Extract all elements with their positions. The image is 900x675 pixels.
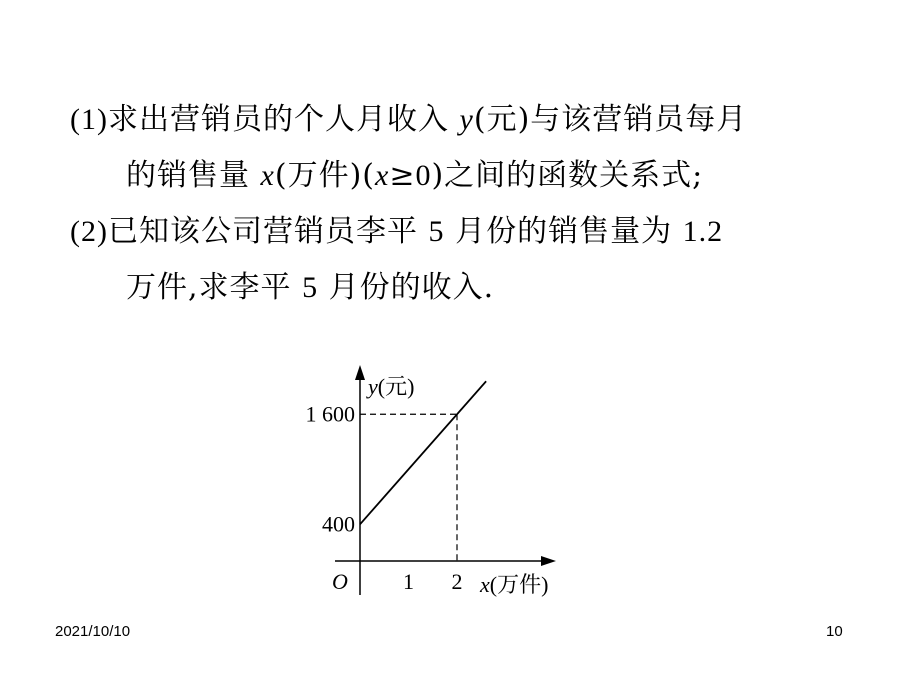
question-text: 求出营销员的个人月收入 xyxy=(107,102,460,137)
y-axis-arrow xyxy=(355,365,365,380)
number: 5 xyxy=(428,215,445,248)
part-1-number: (1) xyxy=(70,103,108,136)
x-tick-label-2: 2 xyxy=(451,569,463,594)
question-text: (万件)( xyxy=(274,158,375,193)
question-text: )之间的函数关系式; xyxy=(431,158,704,193)
part-2-number: (2) xyxy=(70,215,108,248)
number: 5 xyxy=(302,271,319,304)
x-axis-var: x xyxy=(480,572,490,597)
x-axis-label xyxy=(479,572,548,597)
sales-value: 1.2 xyxy=(682,215,724,248)
variable-x: x xyxy=(375,159,390,192)
x-axis-unit: (万件) xyxy=(489,572,549,597)
x-tick-label-1: 1 xyxy=(403,569,414,594)
page-number: 10 xyxy=(826,623,843,640)
geq-sign: ≥ xyxy=(389,158,416,193)
question-text: 月份的销售量为 xyxy=(444,214,683,249)
x-axis-arrow xyxy=(541,556,556,566)
variable-x: x xyxy=(260,159,275,192)
function-graph xyxy=(290,360,600,610)
question-text: 已知该公司营销员李平 xyxy=(107,214,429,249)
question-line-3 xyxy=(70,206,723,258)
zero: 0 xyxy=(415,159,432,192)
question-line-2 xyxy=(126,150,703,202)
question-line-4 xyxy=(126,262,494,314)
origin-label: O xyxy=(332,569,348,594)
y-axis-var: y xyxy=(368,374,378,399)
question-text: 的销售量 xyxy=(126,158,261,193)
y-tick-label-1600: 1 600 xyxy=(305,401,355,427)
question-text: (元)与该营销员每月 xyxy=(473,102,748,137)
footer-date: 2021/10/10 xyxy=(55,623,131,640)
y-axis-unit: (元) xyxy=(377,374,415,399)
question-line-1 xyxy=(70,94,747,146)
question-text: 万件,求李平 xyxy=(126,270,303,305)
variable-y: y xyxy=(459,103,474,136)
function-line xyxy=(360,381,486,524)
question-text: 月份的收入. xyxy=(318,270,495,305)
y-tick-label-400: 400 xyxy=(322,511,355,537)
y-axis-label xyxy=(366,374,414,399)
